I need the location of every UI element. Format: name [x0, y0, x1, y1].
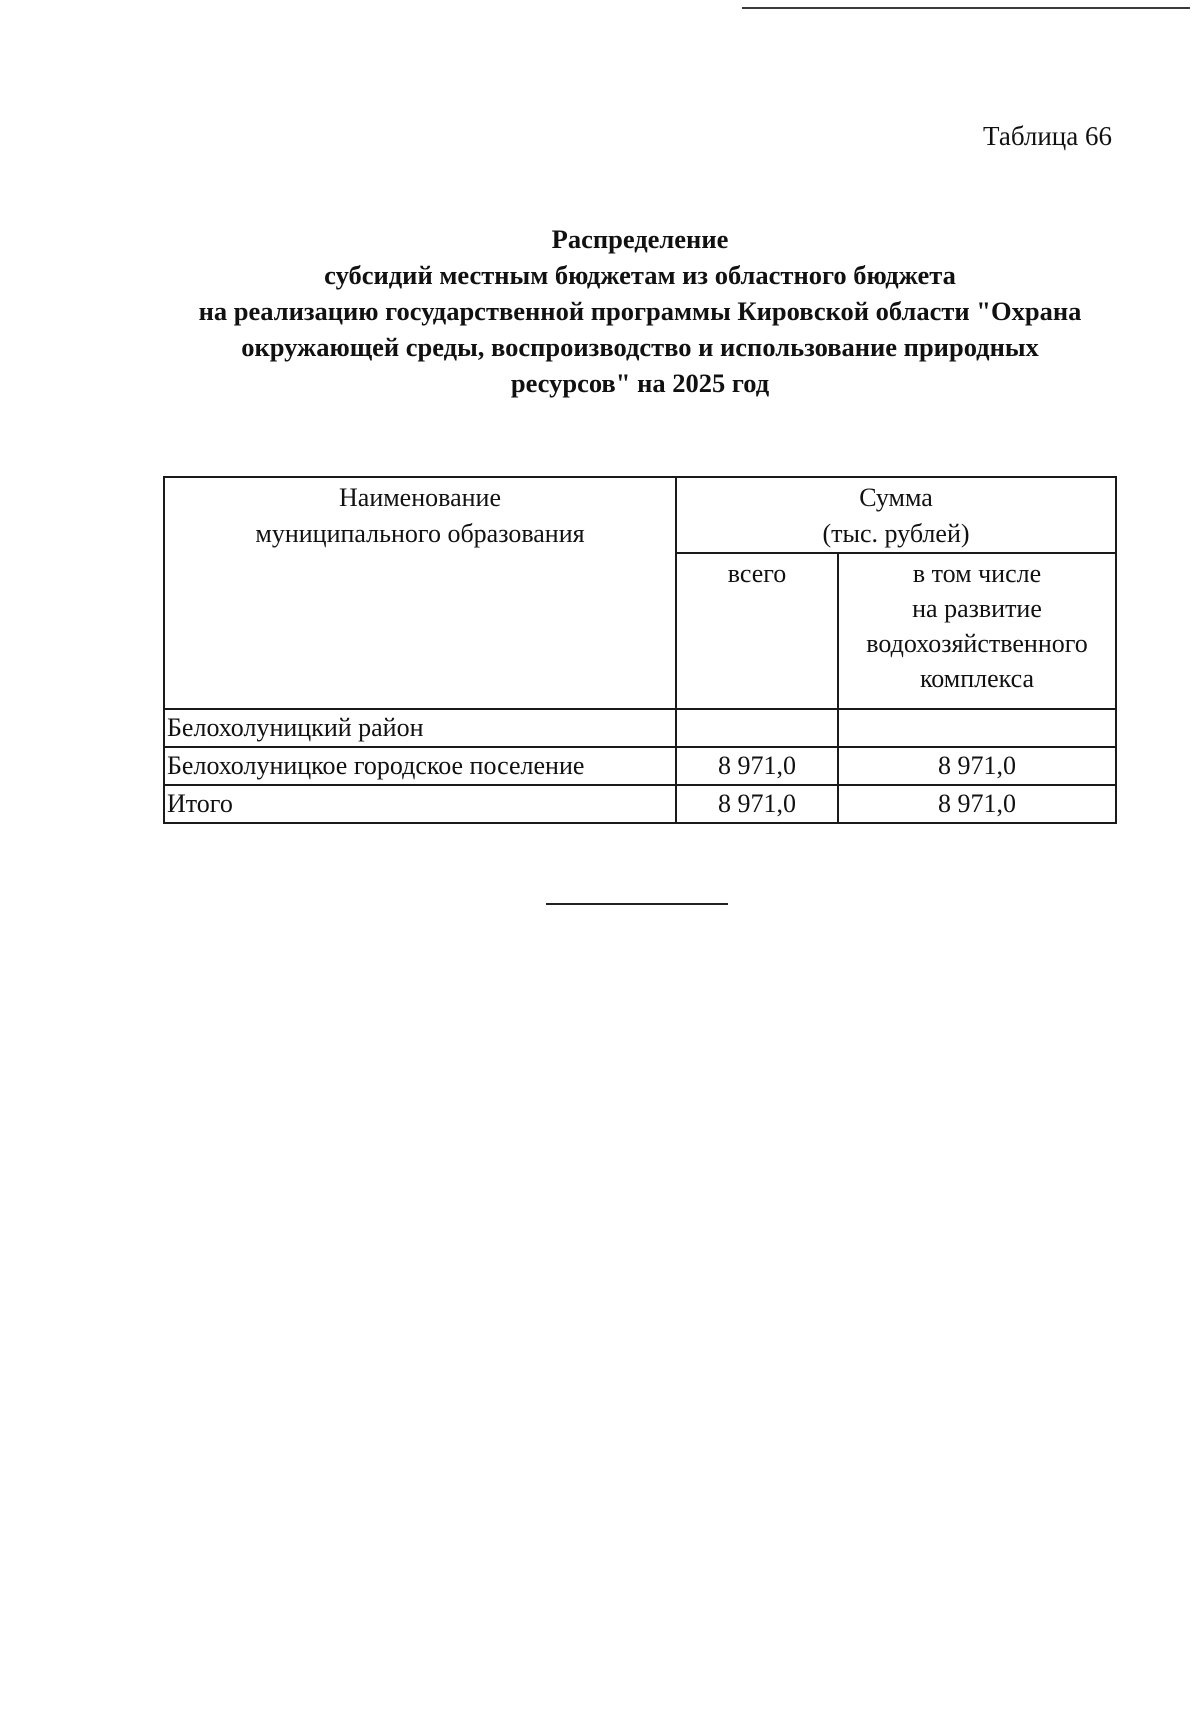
- table-number: Таблица 66: [983, 121, 1112, 151]
- row-municipality-name: Итого: [164, 785, 676, 823]
- row-water-value: 8 971,0: [838, 747, 1116, 785]
- title-line-5: ресурсов" на 2025 год: [510, 368, 770, 398]
- table-row: [164, 747, 1116, 785]
- title-line-1: Распределение: [551, 224, 729, 254]
- header-municipality-line-1: Наименование: [339, 483, 501, 512]
- title-line-3: на реализацию государственной программы Кировской области "Охрана: [198, 296, 1082, 326]
- table-row-total: [164, 785, 1116, 823]
- row-total-value: 8 971,0: [676, 785, 838, 823]
- document-title: [150, 221, 1130, 401]
- header-total: всего: [676, 553, 838, 709]
- header-water-line-1: в том числе: [912, 559, 1042, 588]
- header-sum-line-1: Сумма: [859, 483, 933, 512]
- table-row: [164, 709, 1116, 747]
- row-total-value: [676, 709, 838, 747]
- end-of-table-rule: [546, 903, 728, 905]
- row-municipality-name: Белохолуницкий район: [164, 709, 676, 747]
- header-municipality-line-2: муниципального образования: [255, 519, 585, 548]
- header-water-complex: [838, 553, 1116, 709]
- header-water-line-3: водохозяйственного: [866, 629, 1088, 658]
- title-line-4: окружающей среды, воспроизводство и использование природных: [241, 332, 1039, 362]
- header-water-line-4: комплекса: [919, 664, 1035, 693]
- row-total-value: 8 971,0: [676, 747, 838, 785]
- header-municipality-name: [164, 477, 676, 709]
- header-sum-line-2: (тыс. рублей): [822, 519, 970, 548]
- allocation-table: [163, 476, 1117, 824]
- title-line-2: субсидий местным бюджетам из областного бюджета: [324, 260, 956, 290]
- row-water-value: 8 971,0: [838, 785, 1116, 823]
- header-sum: [676, 477, 1116, 553]
- header-water-line-2: на развитие: [912, 594, 1042, 623]
- row-water-value: [838, 709, 1116, 747]
- row-municipality-name: Белохолуницкое городское поселение: [164, 747, 676, 785]
- scan-edge-line: [742, 7, 1190, 9]
